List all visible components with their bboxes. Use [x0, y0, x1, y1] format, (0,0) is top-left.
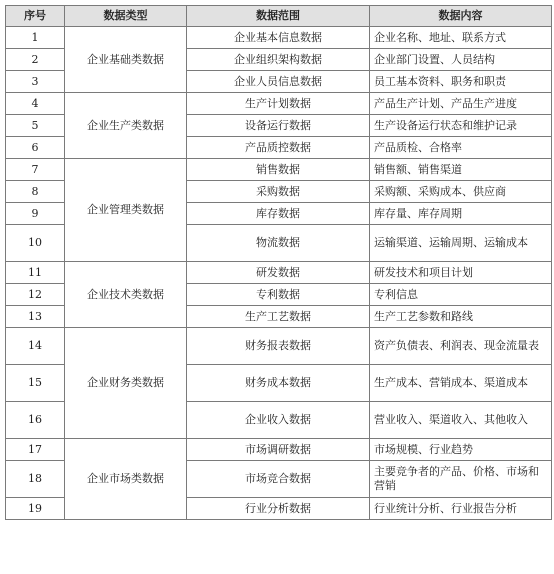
- table-row: [6, 93, 552, 115]
- data-content-cell: 主要竞争者的产品、价格、市场和营销: [370, 461, 552, 498]
- row-index: 15: [6, 365, 65, 402]
- row-index: 13: [6, 306, 65, 328]
- data-range-cell: 市场调研数据: [187, 439, 370, 461]
- data-content-cell: 企业部门设置、人员结构: [370, 49, 552, 71]
- table-row: [6, 159, 552, 181]
- data-content-cell: 资产负债表、利润表、现金流量表: [370, 328, 552, 365]
- row-index: 5: [6, 115, 65, 137]
- data-content-cell: 员工基本资料、职务和职责: [370, 71, 552, 93]
- data-range-cell: 产品质控数据: [187, 137, 370, 159]
- data-type-cell: 企业财务类数据: [65, 328, 187, 439]
- table-row: [6, 439, 552, 461]
- row-index: 6: [6, 137, 65, 159]
- row-index: 1: [6, 27, 65, 49]
- data-classification-table-container: [5, 5, 551, 570]
- row-index: 17: [6, 439, 65, 461]
- row-index: 2: [6, 49, 65, 71]
- data-content-cell: 市场规模、行业趋势: [370, 439, 552, 461]
- data-type-cell: 企业技术类数据: [65, 262, 187, 328]
- data-range-cell: 库存数据: [187, 203, 370, 225]
- data-range-cell: 生产计划数据: [187, 93, 370, 115]
- data-content-cell: 生产工艺参数和路线: [370, 306, 552, 328]
- data-range-cell: 财务报表数据: [187, 328, 370, 365]
- row-index: 11: [6, 262, 65, 284]
- data-range-cell: 企业人员信息数据: [187, 71, 370, 93]
- data-range-cell: 企业组织架构数据: [187, 49, 370, 71]
- data-type-cell: 企业管理类数据: [65, 159, 187, 262]
- data-type-cell: 企业市场类数据: [65, 439, 187, 520]
- data-content-cell: 专利信息: [370, 284, 552, 306]
- row-index: 8: [6, 181, 65, 203]
- data-content-cell: 行业统计分析、行业报告分析: [370, 498, 552, 520]
- row-index: 9: [6, 203, 65, 225]
- table-row: [6, 262, 552, 284]
- header-data-type: 数据类型: [65, 6, 187, 27]
- header-data-range: 数据范围: [187, 6, 370, 27]
- data-range-cell: 生产工艺数据: [187, 306, 370, 328]
- data-range-cell: 企业收入数据: [187, 402, 370, 439]
- row-index: 3: [6, 71, 65, 93]
- data-content-cell: 产品质检、合格率: [370, 137, 552, 159]
- data-range-cell: 企业基本信息数据: [187, 27, 370, 49]
- data-content-cell: 生产设备运行状态和维护记录: [370, 115, 552, 137]
- data-range-cell: 设备运行数据: [187, 115, 370, 137]
- data-range-cell: 研发数据: [187, 262, 370, 284]
- data-content-cell: 运输渠道、运输周期、运输成本: [370, 225, 552, 262]
- data-range-cell: 采购数据: [187, 181, 370, 203]
- data-content-cell: 产品生产计划、产品生产进度: [370, 93, 552, 115]
- header-data-content: 数据内容: [370, 6, 552, 27]
- data-type-cell: 企业基础类数据: [65, 27, 187, 93]
- row-index: 18: [6, 461, 65, 498]
- header-index: 序号: [6, 6, 65, 27]
- row-index: 16: [6, 402, 65, 439]
- data-content-cell: 研发技术和项目计划: [370, 262, 552, 284]
- data-range-cell: 市场竞合数据: [187, 461, 370, 498]
- row-index: 14: [6, 328, 65, 365]
- data-content-cell: 库存量、库存周期: [370, 203, 552, 225]
- row-index: 4: [6, 93, 65, 115]
- data-range-cell: 物流数据: [187, 225, 370, 262]
- row-index: 12: [6, 284, 65, 306]
- data-range-cell: 销售数据: [187, 159, 370, 181]
- data-content-cell: 营业收入、渠道收入、其他收入: [370, 402, 552, 439]
- table-row: [6, 328, 552, 365]
- table-header-row: [6, 6, 552, 27]
- data-content-cell: 企业名称、地址、联系方式: [370, 27, 552, 49]
- data-classification-table: [5, 5, 552, 520]
- data-content-cell: 采购额、采购成本、供应商: [370, 181, 552, 203]
- data-type-cell: 企业生产类数据: [65, 93, 187, 159]
- data-range-cell: 行业分析数据: [187, 498, 370, 520]
- row-index: 7: [6, 159, 65, 181]
- data-range-cell: 专利数据: [187, 284, 370, 306]
- data-content-cell: 生产成本、营销成本、渠道成本: [370, 365, 552, 402]
- table-row: [6, 27, 552, 49]
- row-index: 19: [6, 498, 65, 520]
- row-index: 10: [6, 225, 65, 262]
- data-range-cell: 财务成本数据: [187, 365, 370, 402]
- data-content-cell: 销售额、销售渠道: [370, 159, 552, 181]
